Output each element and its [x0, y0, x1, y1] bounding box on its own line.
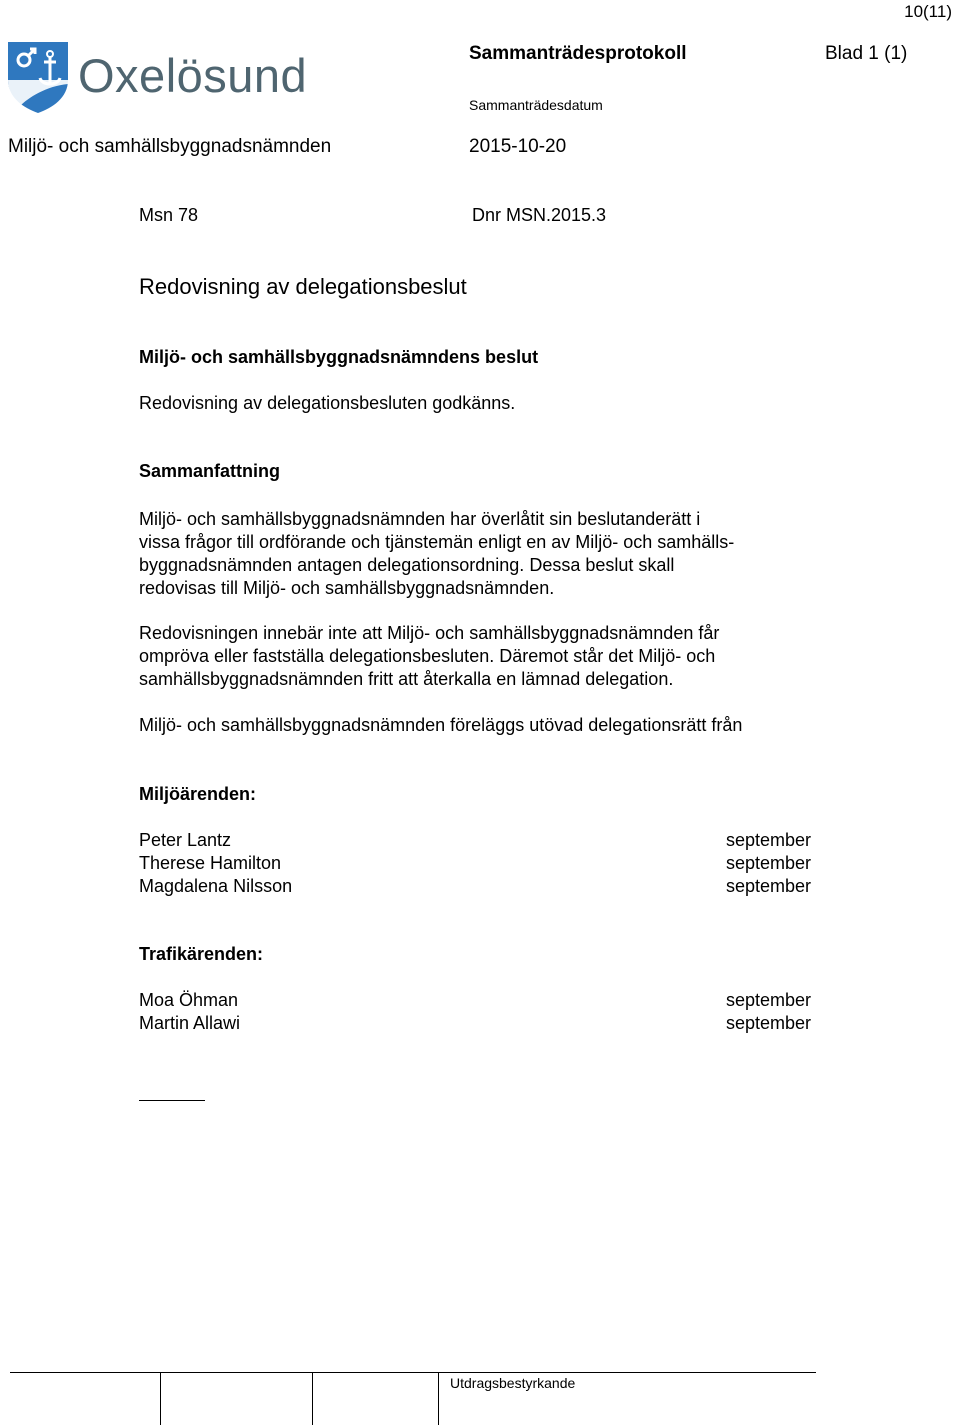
committee-name: Miljö- och samhällsbyggnadsnämnden	[8, 136, 332, 157]
page-number: 10(11)	[904, 2, 952, 21]
protocol-title: Sammanträdesprotokoll	[469, 43, 687, 64]
paragraph-line: Miljö- och samhällsbyggnadsnämnden föreläggs utövad delegationsrätt från	[139, 715, 743, 735]
summary-heading: Sammanfattning	[139, 461, 281, 481]
footer-divider	[160, 1373, 161, 1425]
delegation-month: september	[726, 1013, 812, 1033]
paragraph-line: redovisas till Miljö- och samhällsbyggnadsnämnden.	[139, 578, 555, 598]
coat-of-arms-icon	[6, 40, 70, 114]
case-number: Msn 78	[139, 205, 199, 225]
traffic-cases-list	[139, 989, 819, 1035]
meeting-date-label: Sammanträdesdatum	[469, 97, 603, 113]
registration-number: Dnr MSN.2015.3	[472, 205, 607, 225]
case-title: Redovisning av delegationsbeslut	[139, 274, 467, 299]
decision-text: Redovisning av delegationsbesluten godkänns.	[139, 393, 516, 413]
sheet-number: Blad 1 (1)	[825, 43, 908, 64]
list-item	[139, 875, 819, 898]
paragraph-line: vissa frågor till ordförande och tjänstemän enligt en av Miljö- och samhälls-	[139, 532, 735, 552]
delegate-name: Magdalena Nilsson	[139, 876, 293, 896]
paragraph-line: Miljö- och samhällsbyggnadsnämnden har överlåtit sin beslutanderätt i	[139, 509, 701, 529]
delegate-name: Peter Lantz	[139, 830, 232, 850]
delegation-month: september	[726, 853, 812, 873]
paragraph-line: Redovisningen innebär inte att Miljö- och samhällsbyggnadsnämnden får	[139, 623, 720, 643]
decision-heading: Miljö- och samhällsbyggnadsnämndens beslut	[139, 347, 539, 367]
footer-certification-box	[10, 1372, 816, 1425]
certification-label: Utdragsbestyrkande	[450, 1375, 576, 1391]
municipality-logo	[6, 40, 318, 114]
list-item	[139, 989, 819, 1012]
environment-cases-list	[139, 829, 819, 898]
paragraph-line: byggnadsnämnden antagen delegationsordning. Dessa beslut skall	[139, 555, 675, 575]
delegation-month: september	[726, 990, 812, 1010]
end-rule	[139, 1100, 205, 1101]
traffic-cases-heading: Trafikärenden:	[139, 944, 264, 964]
delegation-month: september	[726, 876, 812, 896]
list-item	[139, 852, 819, 875]
footer-divider	[438, 1373, 439, 1425]
summary-paragraph-1	[139, 508, 839, 600]
delegation-month: september	[726, 830, 812, 850]
footer-divider	[312, 1373, 313, 1425]
paragraph-line: ompröva eller fastställa delegationsbesluten. Däremot står det Miljö- och	[139, 646, 716, 666]
delegate-name: Therese Hamilton	[139, 853, 282, 873]
list-item	[139, 829, 819, 852]
summary-paragraph-2	[139, 622, 839, 691]
summary-paragraph-3	[139, 714, 839, 737]
logo-wordmark: Oxelösund	[78, 49, 308, 102]
paragraph-line: samhällsbyggnadsnämnden fritt att återkalla en lämnad delegation.	[139, 669, 674, 689]
environment-cases-heading: Miljöärenden:	[139, 784, 257, 804]
list-item	[139, 1012, 819, 1035]
delegate-name: Martin Allawi	[139, 1013, 241, 1033]
meeting-date: 2015-10-20	[469, 136, 567, 157]
delegate-name: Moa Öhman	[139, 990, 239, 1010]
